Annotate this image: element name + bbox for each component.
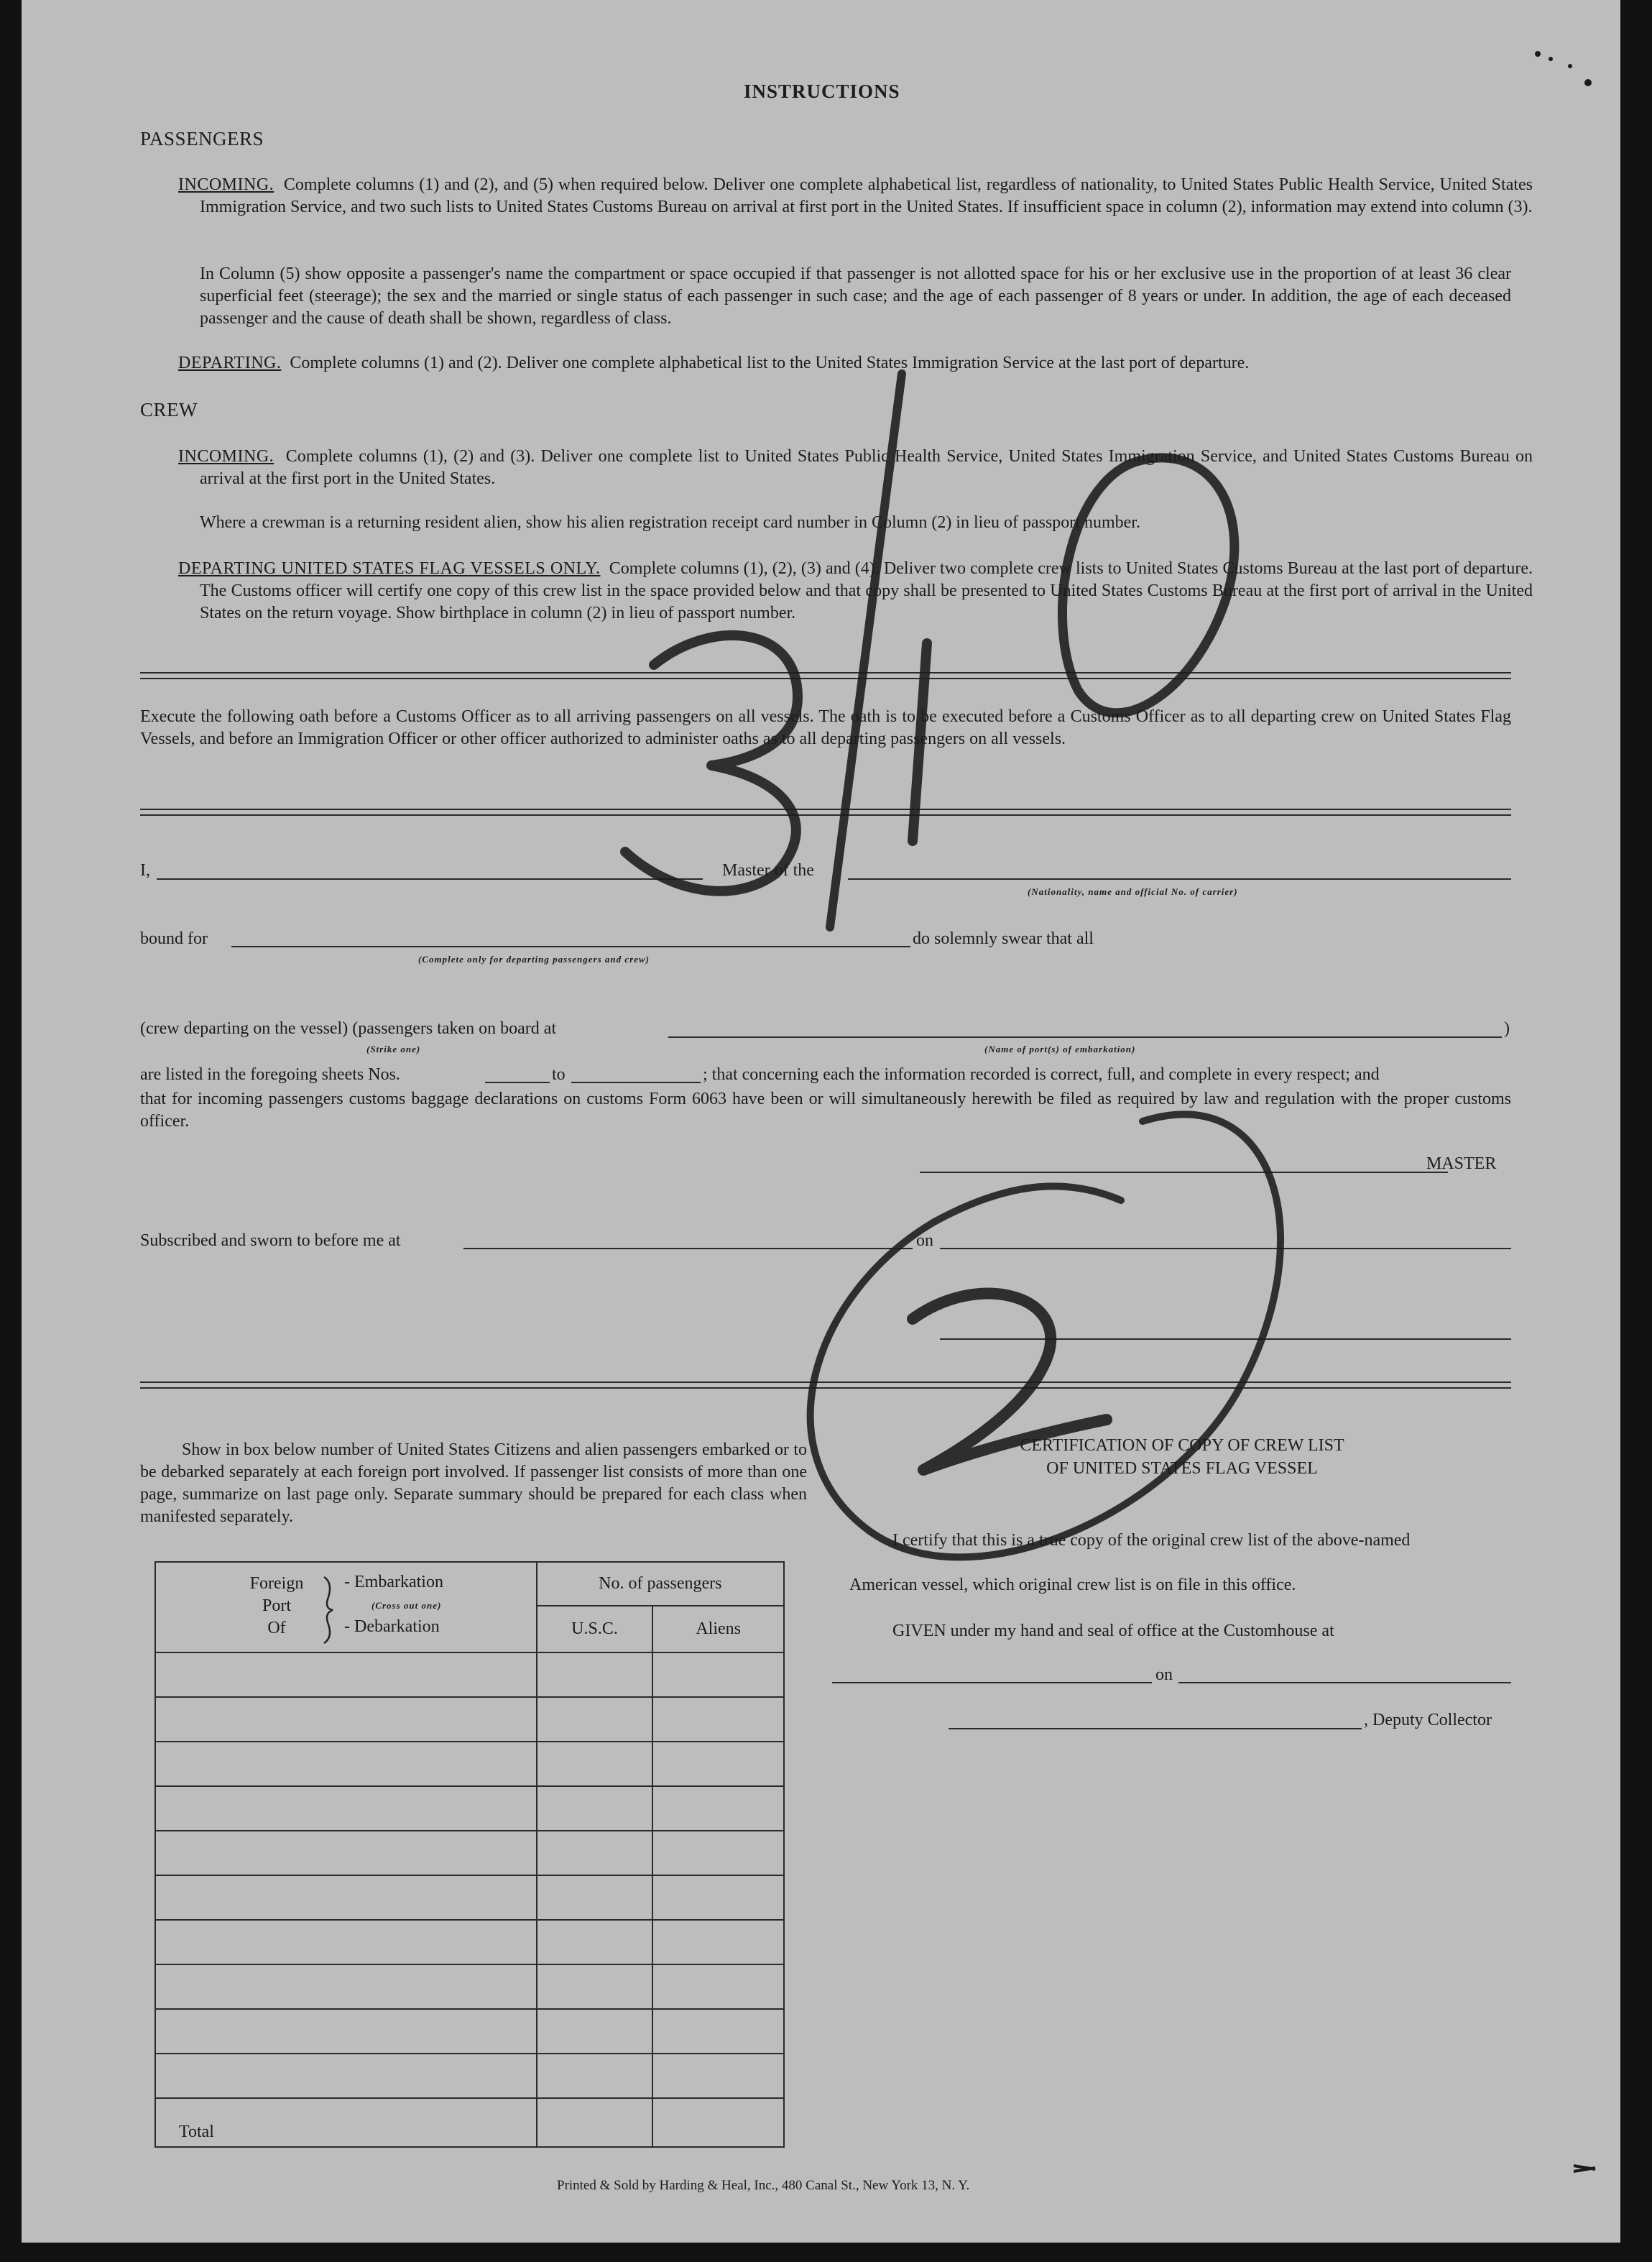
crew-departing-text: Complete columns (1), (2), (3) and (4). Deliver two complete crew lists to United States Customs Bureau at the last port of departure. The Customs officer will certify one copy of this crew list in the space provided below and that copy shall be presented to United States Customs Bureau at the first port of arrival in the United States on the return voyage. Show birthplace in column (2) in lieu of passport number. <box>200 559 1533 622</box>
table-row <box>155 1831 784 1875</box>
of-label: Of <box>267 1619 286 1637</box>
crew-incoming-text: Complete columns (1), (2) and (3). Deliver one complete list to United States Public Health Service, United States Immigration Service, and United States Customs Bureau on arrival at the first port in the United States. <box>200 447 1533 488</box>
crew-resident-paragraph: Where a crewman is a returning resident alien, show his alien registration receipt card number in Column (2) in lieu of passport number. <box>200 513 1140 532</box>
cross-out-caption: (Cross out one) <box>372 1600 442 1611</box>
sheet-from-field[interactable] <box>485 1082 550 1083</box>
master-signature-field[interactable] <box>920 1172 1448 1173</box>
port-cell[interactable] <box>155 1652 537 1697</box>
usc-cell[interactable] <box>537 1652 653 1697</box>
corner-marks <box>1535 51 1595 2171</box>
aliens-cell[interactable] <box>652 2054 784 2098</box>
sheets-start: are listed in the foregoing sheets Nos. <box>140 1065 400 1084</box>
customhouse-field[interactable] <box>832 1682 1152 1683</box>
passengers-column5-paragraph: In Column (5) show opposite a passenger's name the compartment or space occupied if that passenger is not allotted space for his or her exclusive use in the proportion of at least 36 clear superficial feet (steerage); the sex and the married or single status of each passenger in such case; and the age of each passenger of 8 years or under. In addition, the age of each deceased passenger and the cause of death shall be shown, regardless of class. <box>200 265 1511 328</box>
crew-incoming-lead: INCOMING. <box>178 447 274 466</box>
port-cell[interactable] <box>155 1831 537 1875</box>
total-row <box>155 2098 784 2147</box>
port-cell[interactable] <box>155 1697 537 1742</box>
oath-divider <box>140 809 1511 816</box>
embarkation-label: - Embarkation <box>344 1573 443 1591</box>
foreign-label: Foreign <box>249 1574 304 1593</box>
port-cell[interactable] <box>155 1786 537 1831</box>
crew-departing-lead: DEPARTING UNITED STATES FLAG VESSELS ONLY. <box>178 559 601 578</box>
section-divider <box>140 672 1511 679</box>
aliens-cell[interactable] <box>652 1920 784 1964</box>
deputy-collector-label: , Deputy Collector <box>1364 1711 1492 1729</box>
port-label: Port <box>262 1596 291 1615</box>
no-passengers-header: No. of passengers <box>537 1562 784 1606</box>
port-cell[interactable] <box>155 1875 537 1920</box>
table-row <box>155 1964 784 2009</box>
passengers-departing-paragraph <box>178 352 1533 374</box>
usc-cell[interactable] <box>537 2054 653 2098</box>
port-cell[interactable] <box>155 1964 537 2009</box>
given-label: GIVEN under my hand and seal of office at the Customhouse at <box>892 1622 1334 1640</box>
certification-on-label: on <box>1155 1665 1173 1684</box>
complete-caption: (Complete only for departing passengers and crew) <box>418 954 650 965</box>
usc-cell[interactable] <box>537 1786 653 1831</box>
oath-i-label: I, <box>140 861 150 880</box>
sheets-to: to <box>552 1065 566 1084</box>
certification-title-line2: OF UNITED STATES FLAG VESSEL <box>1046 1459 1318 1478</box>
usc-cell[interactable] <box>537 1964 653 2009</box>
bound-for-label: bound for <box>140 929 208 948</box>
crew-departing-paragraph <box>178 558 1533 625</box>
usc-cell[interactable] <box>537 1920 653 1964</box>
aliens-cell[interactable] <box>652 1786 784 1831</box>
subscribed-label: Subscribed and sworn to before me at <box>140 1231 401 1250</box>
port-cell[interactable] <box>155 2054 537 2098</box>
nationality-caption: (Nationality, name and official No. of carrier) <box>1028 886 1238 897</box>
oath-intro: Execute the following oath before a Customs Officer as to all arriving passengers on all vessels. The oath is to be executed before a Customs Officer as to all departing crew on United States Flag Vessels, and before an Immigration Officer or other officer authorized to administer oaths as to all departing passengers on all vessels. <box>140 707 1511 748</box>
handwritten-circled-2 <box>811 1114 1280 1557</box>
table-row <box>155 1742 784 1786</box>
master-of-label: Master of the <box>722 861 814 880</box>
passengers-incoming-lead: INCOMING. <box>178 175 274 194</box>
table-header-row <box>155 1562 784 1606</box>
sworn-on-label: on <box>916 1231 933 1250</box>
aliens-total-cell[interactable] <box>652 2098 784 2147</box>
printer-imprint: Printed & Sold by Harding & Heal, Inc., 480 Canal St., New York 13, N. Y. <box>557 2178 970 2193</box>
table-row <box>155 1920 784 1964</box>
swear-label: do solemnly swear that all <box>913 929 1094 948</box>
total-label: Total <box>155 2098 537 2147</box>
table-row <box>155 2009 784 2054</box>
sheets-rest: ; that concerning each the information recorded is correct, full, and complete in every respect; and <box>703 1065 1380 1084</box>
table-row <box>155 2054 784 2098</box>
summary-divider <box>140 1381 1511 1389</box>
passenger-summary-table <box>154 1561 785 2148</box>
aliens-cell[interactable] <box>652 1742 784 1786</box>
sheet-to-field[interactable] <box>571 1082 701 1083</box>
passengers-departing-text: Complete columns (1) and (2). Deliver one complete alphabetical list to the United States Immigration Service at the last port of departure. <box>290 354 1250 372</box>
table-row <box>155 1697 784 1742</box>
page-title: INSTRUCTIONS <box>744 81 900 102</box>
form-page <box>22 0 1620 2243</box>
usc-cell[interactable] <box>537 1697 653 1742</box>
summary-intro: Show in box below number of United States Citizens and alien passengers embarked or to be debarked separately at each foreign port involved. If passenger list consists of more than one page, summarize on last page only. Separate summary should be prepared for each class when manifested separately. <box>140 1440 807 1526</box>
certification-date-field[interactable] <box>1178 1682 1511 1683</box>
aliens-header: Aliens <box>652 1606 784 1652</box>
strike-caption: (Strike one) <box>366 1044 421 1054</box>
baggage-text: that for incoming passengers customs baggage declarations on customs Form 6063 have been or will simultaneously herewith be filed as required by law and regulation with the proper customs officer. <box>140 1090 1511 1131</box>
embarkation-port-field[interactable] <box>668 1036 1502 1038</box>
passengers-incoming-text: Complete columns (1) and (2), and (5) when required below. Deliver one complete alphabetical list, regardless of nationality, to United States Public Health Service, United States Immigration Service, and two such lists to United States Customs Bureau on arrival at first port in the United States. If insufficient space in column (2), information may extend into column (3). <box>200 175 1533 216</box>
aliens-cell[interactable] <box>652 1831 784 1875</box>
usc-cell[interactable] <box>537 1742 653 1786</box>
deputy-signature-field[interactable] <box>949 1728 1362 1729</box>
sworn-date-field[interactable] <box>940 1248 1511 1249</box>
passengers-departing-lead: DEPARTING. <box>178 354 282 372</box>
usc-total-cell[interactable] <box>537 2098 653 2147</box>
certification-title-line1: CERTIFICATION OF COPY OF CREW LIST <box>1020 1436 1344 1455</box>
port-cell[interactable] <box>155 1920 537 1964</box>
crew-heading: CREW <box>140 399 198 420</box>
usc-cell[interactable] <box>537 2009 653 2054</box>
port-caption: (Name of port(s) of embarkation) <box>984 1044 1136 1054</box>
passengers-incoming-paragraph <box>178 174 1533 219</box>
usc-cell[interactable] <box>537 1831 653 1875</box>
debarkation-label: - Debarkation <box>344 1617 440 1636</box>
carrier-field[interactable] <box>848 878 1511 880</box>
table-row <box>155 1652 784 1697</box>
usc-cell[interactable] <box>537 1875 653 1920</box>
table-row <box>155 1875 784 1920</box>
bound-for-field[interactable] <box>231 946 910 947</box>
port-header-cell <box>155 1562 537 1652</box>
close-paren: ) <box>1504 1019 1510 1038</box>
master-name-field[interactable] <box>157 878 703 880</box>
port-cell[interactable] <box>155 1742 537 1786</box>
crew-departing-label: (crew departing on the vessel) (passengers taken on board at <box>140 1019 557 1038</box>
aliens-cell[interactable] <box>652 1697 784 1742</box>
passengers-heading: PASSENGERS <box>140 128 264 150</box>
aliens-cell[interactable] <box>652 2009 784 2054</box>
port-cell[interactable] <box>155 2009 537 2054</box>
officer-signature-field[interactable] <box>940 1338 1511 1340</box>
brace-icon <box>320 1576 338 1645</box>
certify-line1: I certify that this is a true copy of the original crew list of the above-named <box>892 1531 1411 1550</box>
aliens-cell[interactable] <box>652 1652 784 1697</box>
foreign-port-of <box>241 1573 313 1640</box>
master-label: MASTER <box>1426 1154 1497 1173</box>
aliens-cell[interactable] <box>652 1964 784 2009</box>
table-row <box>155 1786 784 1831</box>
crew-incoming-paragraph <box>178 446 1533 490</box>
certify-line2: American vessel, which original crew list is on file in this office. <box>849 1576 1296 1594</box>
sworn-place-field[interactable] <box>463 1248 913 1249</box>
aliens-cell[interactable] <box>652 1875 784 1920</box>
usc-header: U.S.C. <box>537 1606 653 1652</box>
